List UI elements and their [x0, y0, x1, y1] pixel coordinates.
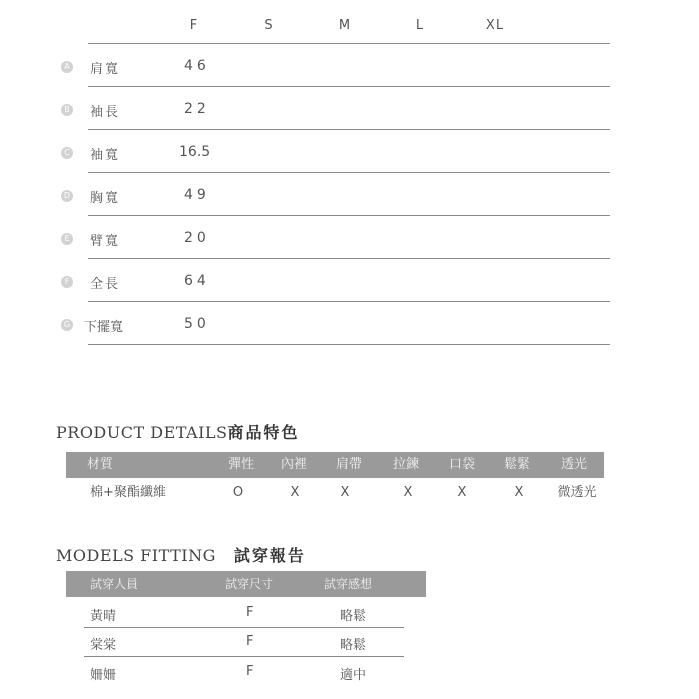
measurement-label: 袖長: [90, 105, 121, 120]
badge-g: G: [61, 319, 73, 331]
details-value-zipper: X: [403, 485, 413, 500]
details-header-sheer: 透光: [560, 457, 588, 472]
measurement-value: 49: [184, 187, 210, 203]
measurement-label: 下擺寬: [84, 320, 124, 335]
row-divider: [88, 344, 610, 345]
fitting-model-name: 姍姍: [90, 668, 117, 683]
fitting-row: [66, 658, 404, 687]
details-value-strap: X: [340, 485, 350, 500]
measurement-row: [0, 216, 699, 259]
measurement-label: 肩寬: [90, 62, 121, 77]
measurement-label: 胸寬: [90, 191, 121, 206]
fitting-model-name: 棠棠: [90, 638, 117, 653]
models-fitting-title-en: MODELS FITTING: [56, 546, 216, 565]
fitting-model-name: 黃晴: [90, 609, 117, 624]
measurement-label: 袖寬: [90, 148, 121, 163]
measurement-value: 16.5: [179, 144, 211, 160]
details-header-elastic: 彈性: [227, 457, 255, 472]
fitting-model-feedback: 適中: [340, 668, 367, 683]
fitting-row: [66, 599, 404, 628]
size-header-f: F: [189, 18, 199, 33]
details-value-pocket: X: [457, 485, 467, 500]
measurement-row: [0, 259, 699, 302]
measurement-value: 46: [184, 58, 210, 74]
measurement-value: 50: [184, 316, 210, 332]
fitting-header-size: 試穿尺寸: [225, 577, 274, 591]
details-value-elastic: O: [232, 485, 244, 500]
details-value-waistband: X: [514, 485, 524, 500]
measurement-value: 64: [184, 273, 210, 289]
measurement-value: 22: [184, 101, 210, 117]
fitting-model-size: F: [246, 605, 254, 620]
measurement-row: [0, 302, 699, 345]
fitting-row: [66, 628, 404, 657]
measurement-row: [0, 44, 699, 87]
details-header-material: 材質: [86, 457, 114, 472]
product-details-values: [66, 480, 604, 506]
measurement-row: [0, 87, 699, 130]
details-value-material: 棉+聚酯纖維: [90, 485, 166, 500]
models-fitting-title: [56, 543, 306, 566]
details-header-strap: 肩帶: [335, 457, 363, 472]
badge-e: E: [61, 233, 73, 245]
fitting-header-model: 試穿人員: [90, 577, 139, 591]
fitting-model-feedback: 略鬆: [340, 638, 367, 653]
measurement-value: 20: [184, 230, 210, 246]
size-header-m: M: [338, 18, 352, 33]
badge-c: C: [61, 147, 73, 159]
details-header-zipper: 拉鍊: [392, 457, 420, 472]
details-value-sheer: 微透光: [557, 485, 597, 500]
details-value-lining: X: [290, 485, 300, 500]
badge-a: A: [61, 61, 73, 73]
fitting-header-feedback: 試穿感想: [324, 577, 373, 591]
measurement-row: [0, 173, 699, 216]
badge-f: F: [61, 276, 73, 288]
measurement-row: [0, 130, 699, 173]
badge-d: D: [61, 190, 73, 202]
measurement-label: 臂寬: [90, 234, 121, 249]
fitting-model-size: F: [246, 664, 254, 679]
row-divider: [84, 656, 404, 657]
details-header-waistband: 鬆緊: [503, 457, 531, 472]
details-header-lining: 內裡: [280, 457, 308, 472]
size-header-l: L: [415, 18, 425, 33]
size-header-xl: XL: [485, 18, 505, 33]
size-header-s: S: [264, 18, 274, 33]
product-details-title-en: PRODUCT DETAILS: [56, 423, 228, 442]
models-fitting-header: [66, 571, 426, 597]
badge-b: B: [61, 104, 73, 116]
measurement-label: 全長: [90, 277, 121, 292]
product-details-title-zh: 商品特色: [227, 423, 300, 442]
fitting-model-feedback: 略鬆: [340, 609, 367, 624]
product-details-header: [66, 452, 604, 478]
fitting-model-size: F: [246, 634, 254, 649]
product-details-title: [56, 420, 300, 443]
models-fitting-title-zh: 試穿報告: [233, 546, 306, 565]
details-header-pocket: 口袋: [448, 457, 476, 472]
